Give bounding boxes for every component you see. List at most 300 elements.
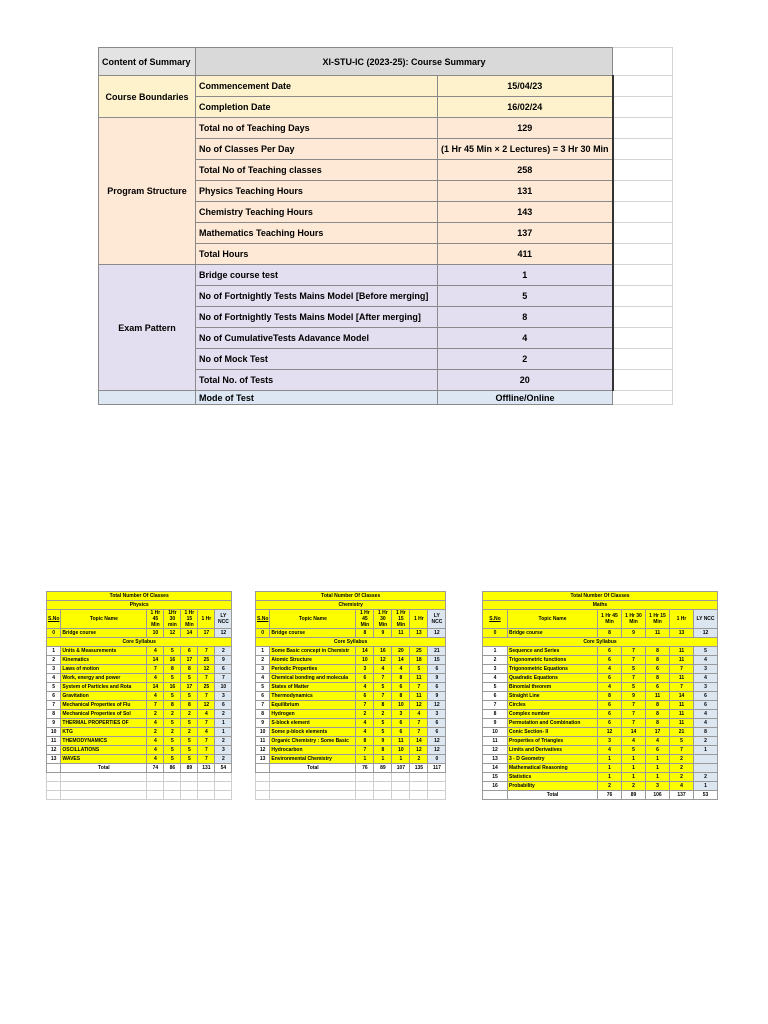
bridge-course-row [47, 629, 232, 638]
total-value: 76 [356, 764, 374, 773]
row-value: 7 [622, 701, 646, 710]
row-topic: Units & Measurements [61, 647, 147, 656]
table-row [47, 710, 232, 719]
row-value: 3 [694, 665, 718, 674]
row-value: 11 [670, 719, 694, 728]
empty-cell [392, 791, 410, 800]
summary-row-label: No of Fortnightly Tests Mains Model [Before merging] [196, 286, 438, 307]
row-value: 5 [164, 692, 181, 701]
section-name: Course Boundaries [99, 76, 196, 118]
subject-name-row [47, 601, 232, 610]
row-topic: Trigonometric Equations [508, 665, 598, 674]
empty-cell [613, 76, 673, 97]
empty-cell [147, 773, 164, 782]
summary-row-value: (1 Hr 45 Min × 2 Lectures) = 3 Hr 30 Min [438, 139, 613, 160]
empty-cell [613, 223, 673, 244]
total-value: 86 [164, 764, 181, 773]
row-value: 5 [181, 692, 198, 701]
row-sn: 13 [256, 755, 270, 764]
row-value: 3 [356, 665, 374, 674]
row-value: 12 [428, 746, 446, 755]
row-topic: Mathematical Reasoning [508, 764, 598, 773]
row-value: 8 [646, 674, 670, 683]
total-value: 135 [410, 764, 428, 773]
summary-row-value: 131 [438, 181, 613, 202]
sn-header: S.No [256, 610, 270, 629]
subject-name: Maths [483, 601, 718, 610]
row-value: 13 [410, 629, 428, 638]
row-value: 12 [428, 701, 446, 710]
row-topic: Circles [508, 701, 598, 710]
row-topic: OSCILLATIONS [61, 746, 147, 755]
row-value: 4 [392, 665, 410, 674]
total-value: 137 [670, 791, 694, 800]
row-value: 7 [670, 683, 694, 692]
row-value: 17 [181, 683, 198, 692]
row-value: 6 [646, 746, 670, 755]
row-sn: 11 [256, 737, 270, 746]
row-value: 5 [164, 674, 181, 683]
row-sn: 1 [483, 647, 508, 656]
empty-cell [356, 773, 374, 782]
empty-cell [47, 782, 61, 791]
empty-cell [256, 773, 270, 782]
empty-cell [428, 782, 446, 791]
row-value: 7 [410, 719, 428, 728]
row-value: 9 [428, 692, 446, 701]
empty-cell [198, 773, 215, 782]
table-row [483, 782, 718, 791]
total-label: Total [508, 791, 598, 800]
row-value: 18 [410, 656, 428, 665]
section-name: Program Structure [99, 118, 196, 265]
row-value: 5 [374, 728, 392, 737]
row-value: 11 [670, 647, 694, 656]
empty-cell [61, 782, 147, 791]
mode-label: Mode of Test [196, 391, 438, 405]
row-sn: 14 [483, 764, 508, 773]
row-value: 2 [181, 710, 198, 719]
row-sn: 8 [47, 710, 61, 719]
row-value: 1 [622, 755, 646, 764]
row-sn: 10 [47, 728, 61, 737]
empty-cell [47, 773, 61, 782]
table-row [483, 746, 718, 755]
row-value: 5 [410, 665, 428, 674]
row-value: 1 [374, 755, 392, 764]
row-topic: Some Basic concept in Chemistr [270, 647, 356, 656]
row-value: 16 [164, 656, 181, 665]
row-value: 8 [164, 701, 181, 710]
row-topic: Laws of motion [61, 665, 147, 674]
row-sn: 10 [483, 728, 508, 737]
table-row [483, 710, 718, 719]
row-value: 7 [410, 728, 428, 737]
row-value: 9 [622, 692, 646, 701]
row-sn: 3 [47, 665, 61, 674]
row-topic: Environmental Chemistry [270, 755, 356, 764]
row-sn: 0 [483, 629, 508, 638]
core-syllabus-label: Core Syllabus [483, 638, 718, 647]
table-row [256, 755, 446, 764]
row-value: 14 [356, 647, 374, 656]
row-sn: 4 [47, 674, 61, 683]
empty-cell [392, 782, 410, 791]
total-row [47, 764, 232, 773]
row-value: 6 [598, 656, 622, 665]
core-syllabus-label: Core Syllabus [47, 638, 232, 647]
row-value: 8 [374, 746, 392, 755]
row-value: 7 [622, 710, 646, 719]
row-value: 1 [356, 755, 374, 764]
blank-row [256, 791, 446, 800]
row-value: 6 [356, 692, 374, 701]
row-value: 3 [694, 683, 718, 692]
row-sn: 1 [256, 647, 270, 656]
row-value: 6 [181, 647, 198, 656]
row-value: 21 [428, 647, 446, 656]
row-value: 20 [392, 647, 410, 656]
row-value: 6 [215, 701, 232, 710]
table-row [483, 773, 718, 782]
row-value: 6 [428, 683, 446, 692]
row-value: 7 [622, 647, 646, 656]
row-value: 5 [164, 746, 181, 755]
table-row [483, 656, 718, 665]
row-value: 1 [598, 773, 622, 782]
row-value: 1 [215, 719, 232, 728]
table-row [256, 746, 446, 755]
row-value: 4 [147, 647, 164, 656]
row-value: 5 [181, 746, 198, 755]
empty-cell [147, 782, 164, 791]
summary-row [99, 118, 673, 139]
column-header: 1 Hr 30 Min [622, 610, 646, 629]
row-value: 12 [198, 665, 215, 674]
column-header-row [47, 610, 232, 629]
blank-row [256, 773, 446, 782]
row-sn: 12 [47, 746, 61, 755]
row-sn: 9 [256, 719, 270, 728]
empty-cell [61, 773, 147, 782]
empty-cell [181, 791, 198, 800]
row-value: 2 [215, 647, 232, 656]
row-value: 16 [164, 683, 181, 692]
empty-cell [270, 791, 356, 800]
row-value: 6 [694, 701, 718, 710]
row-value: 4 [694, 710, 718, 719]
row-sn: 6 [256, 692, 270, 701]
table-row [47, 728, 232, 737]
table-row [47, 746, 232, 755]
row-value: 8 [646, 719, 670, 728]
mode-section-cell [99, 391, 196, 405]
core-syllabus-row [47, 638, 232, 647]
row-value: 4 [147, 746, 164, 755]
mode-value: Offline/Online [438, 391, 613, 405]
empty-cell [613, 181, 673, 202]
row-value: 2 [164, 710, 181, 719]
column-header: 1 Hr [198, 610, 215, 629]
total-row [256, 764, 446, 773]
row-sn: 1 [47, 647, 61, 656]
bridge-course-row [256, 629, 446, 638]
row-value: 6 [598, 710, 622, 719]
row-value: 4 [147, 674, 164, 683]
empty-cell [61, 791, 147, 800]
table-row [483, 719, 718, 728]
row-topic: Probability [508, 782, 598, 791]
row-value: 5 [622, 746, 646, 755]
summary-row-label: Total no of Teaching Days [196, 118, 438, 139]
row-sn: 11 [47, 737, 61, 746]
row-value: 10 [215, 683, 232, 692]
summary-row-label: Commencement Date [196, 76, 438, 97]
table-row [483, 692, 718, 701]
row-value: 4 [147, 692, 164, 701]
column-header: 1 Hr 45 Min [147, 610, 164, 629]
row-topic: Some p-block elements [270, 728, 356, 737]
row-value: 12 [598, 728, 622, 737]
row-value: 6 [392, 683, 410, 692]
row-sn: 10 [256, 728, 270, 737]
summary-header-label: Content of Summary [99, 48, 196, 76]
row-topic: Bridge course [270, 629, 356, 638]
empty-cell [256, 791, 270, 800]
table-row [256, 656, 446, 665]
column-header: LY NCC [215, 610, 232, 629]
row-value: 11 [670, 656, 694, 665]
row-value [694, 755, 718, 764]
row-topic: Trigonometric functions [508, 656, 598, 665]
table-row [47, 737, 232, 746]
row-value: 8 [392, 674, 410, 683]
summary-row-value: 8 [438, 307, 613, 328]
empty-cell [270, 782, 356, 791]
empty-cell [613, 97, 673, 118]
row-value: 5 [164, 647, 181, 656]
column-header: 1 Hr 30 Min [374, 610, 392, 629]
row-value: 10 [392, 746, 410, 755]
row-value: 7 [198, 746, 215, 755]
row-topic: Sequence and Series [508, 647, 598, 656]
row-topic: Kinematics [61, 656, 147, 665]
row-value: 8 [356, 737, 374, 746]
subject-title-row [47, 592, 232, 601]
row-value: 3 [598, 737, 622, 746]
summary-title: XI-STU-IC (2023-25): Course Summary [196, 48, 613, 76]
table-row [256, 674, 446, 683]
row-value: 1 [646, 764, 670, 773]
row-value: 10 [356, 656, 374, 665]
empty-cell [356, 782, 374, 791]
row-value: 6 [392, 719, 410, 728]
row-value: 2 [147, 728, 164, 737]
row-topic: 3 - D Geometry [508, 755, 598, 764]
row-topic: Permutation and Combination [508, 719, 598, 728]
core-syllabus-row [256, 638, 446, 647]
row-value: 25 [198, 683, 215, 692]
row-value: 11 [670, 674, 694, 683]
row-sn: 12 [483, 746, 508, 755]
empty-cell [47, 764, 61, 773]
column-header: LY NCC [694, 610, 718, 629]
subject-name: Chemistry [256, 601, 446, 610]
row-value: 3 [428, 710, 446, 719]
row-sn: 4 [256, 674, 270, 683]
row-value: 4 [374, 665, 392, 674]
row-value: 8 [646, 656, 670, 665]
empty-cell [181, 782, 198, 791]
total-value: 89 [374, 764, 392, 773]
row-value: 12 [428, 629, 446, 638]
row-value: 7 [147, 665, 164, 674]
row-value: 5 [164, 755, 181, 764]
row-value: 6 [598, 701, 622, 710]
row-value: 7 [622, 656, 646, 665]
empty-cell [613, 265, 673, 286]
row-value: 9 [374, 629, 392, 638]
row-value: 14 [670, 692, 694, 701]
empty-cell [256, 764, 270, 773]
row-value: 1 [392, 755, 410, 764]
row-value: 8 [598, 692, 622, 701]
table-row [483, 674, 718, 683]
row-topic: Mechanical Properties of Sol [61, 710, 147, 719]
blank-row [256, 782, 446, 791]
row-value: 2 [215, 737, 232, 746]
row-value: 2 [694, 737, 718, 746]
total-value: 131 [198, 764, 215, 773]
column-header: 1 Hr 15 Min [181, 610, 198, 629]
row-value: 4 [622, 737, 646, 746]
table-row [256, 737, 446, 746]
section-name: Exam Pattern [99, 265, 196, 391]
row-sn: 0 [47, 629, 61, 638]
empty-cell [198, 782, 215, 791]
column-header-row [256, 610, 446, 629]
row-value: 7 [198, 737, 215, 746]
maths-classes-table [482, 591, 718, 800]
blank-row [47, 791, 232, 800]
empty-cell [215, 773, 232, 782]
empty-cell [47, 791, 61, 800]
row-sn: 2 [483, 656, 508, 665]
row-value: 8 [181, 665, 198, 674]
row-value: 14 [147, 656, 164, 665]
row-value: 16 [374, 647, 392, 656]
row-value: 9 [622, 629, 646, 638]
empty-cell [613, 160, 673, 181]
row-value: 4 [147, 755, 164, 764]
table-row [256, 683, 446, 692]
table-row [47, 719, 232, 728]
row-value: 14 [410, 737, 428, 746]
column-header: 1 Hr 45 Min [356, 610, 374, 629]
row-value: 11 [410, 692, 428, 701]
column-header: 1 Hr [410, 610, 428, 629]
row-sn: 12 [256, 746, 270, 755]
row-value: 6 [598, 647, 622, 656]
row-topic: Limits and Derivatives [508, 746, 598, 755]
summary-row-value: 2 [438, 349, 613, 370]
row-value: 17 [181, 656, 198, 665]
row-value: 2 [147, 710, 164, 719]
row-value: 14 [181, 629, 198, 638]
summary-row-label: Completion Date [196, 97, 438, 118]
row-topic: Thermodynamics [270, 692, 356, 701]
summary-row-label: Total No of Teaching classes [196, 160, 438, 181]
table-row [256, 665, 446, 674]
row-sn: 5 [47, 683, 61, 692]
summary-row-value: 129 [438, 118, 613, 139]
row-value: 4 [694, 656, 718, 665]
table-row [256, 701, 446, 710]
course-summary-table [98, 47, 673, 405]
row-value: 3 [215, 746, 232, 755]
row-value: 6 [646, 665, 670, 674]
row-value: 10 [392, 701, 410, 710]
total-value: 89 [622, 791, 646, 800]
topic-header: Topic Name [270, 610, 356, 629]
empty-cell [428, 773, 446, 782]
row-value: 4 [410, 710, 428, 719]
row-topic: Bridge course [508, 629, 598, 638]
summary-row-label: No of Fortnightly Tests Mains Model [After merging] [196, 307, 438, 328]
column-header: 1 Hr 15 Min [646, 610, 670, 629]
row-sn: 8 [483, 710, 508, 719]
row-value: 4 [198, 710, 215, 719]
summary-row-label: Total No. of Tests [196, 370, 438, 391]
empty-cell [410, 791, 428, 800]
row-value: 4 [356, 683, 374, 692]
row-value: 3 [646, 782, 670, 791]
row-value: 12 [410, 746, 428, 755]
row-value: 4 [598, 746, 622, 755]
blank-row [47, 773, 232, 782]
row-value: 8 [598, 629, 622, 638]
subject-table-title: Total Number Of Classes [483, 592, 718, 601]
row-value: 4 [147, 719, 164, 728]
row-topic: Straight Line [508, 692, 598, 701]
row-sn: 3 [483, 665, 508, 674]
row-sn: 5 [256, 683, 270, 692]
table-row [483, 755, 718, 764]
summary-row-value: 4 [438, 328, 613, 349]
row-value: 2 [181, 728, 198, 737]
summary-row-value: 143 [438, 202, 613, 223]
empty-cell [164, 782, 181, 791]
row-value: 13 [670, 629, 694, 638]
row-topic: Mechanical Properties of Flu [61, 701, 147, 710]
table-row [256, 710, 446, 719]
total-label: Total [270, 764, 356, 773]
row-topic: Bridge course [61, 629, 147, 638]
row-value: 2 [670, 764, 694, 773]
sn-header: S.No [483, 610, 508, 629]
table-row [483, 728, 718, 737]
row-value: 6 [598, 719, 622, 728]
total-value: 107 [392, 764, 410, 773]
row-value: 7 [198, 755, 215, 764]
row-sn: 11 [483, 737, 508, 746]
row-value: 21 [670, 728, 694, 737]
empty-cell [147, 791, 164, 800]
row-value: 1 [646, 755, 670, 764]
row-value: 7 [670, 665, 694, 674]
row-value: 12 [215, 629, 232, 638]
row-value: 11 [670, 701, 694, 710]
